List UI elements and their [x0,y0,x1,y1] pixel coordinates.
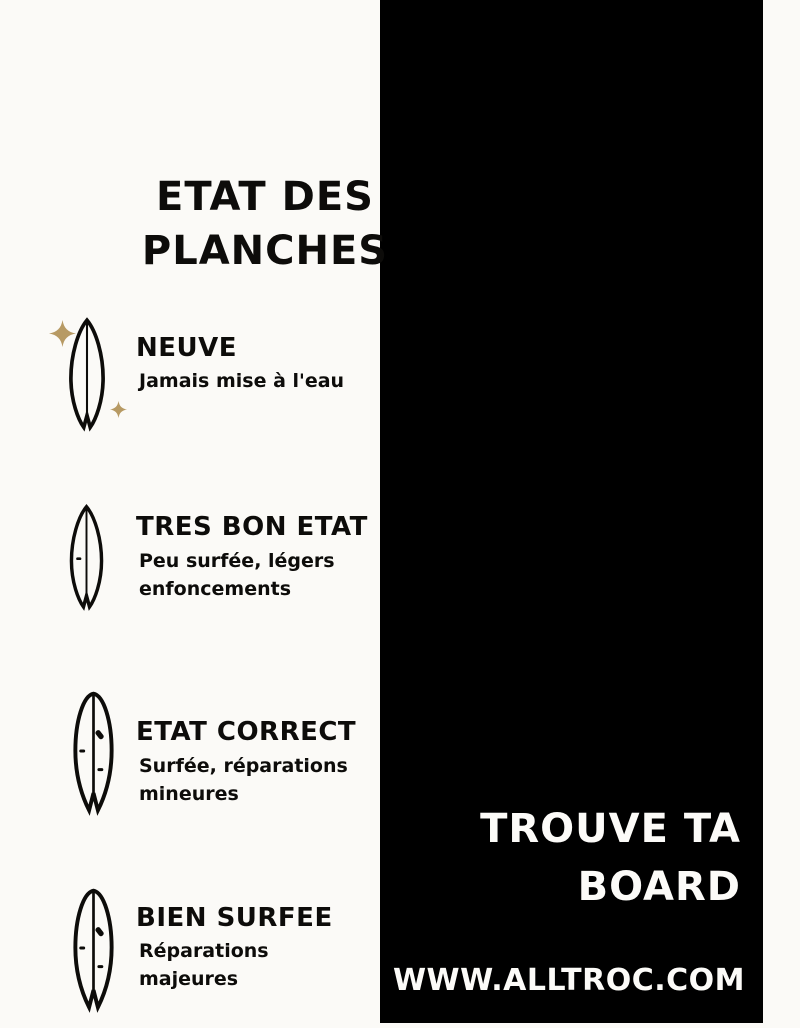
surfboard-small-ding-icon [65,494,108,620]
page-title-line-2: PLANCHES [141,228,389,274]
page-title [115,170,415,278]
condition-description: Réparations majeures [139,940,269,990]
surfboard-minor-repairs-icon [69,687,118,817]
condition-name: ETAT CORRECT [136,717,357,747]
condition-description: Peu surfée, légers enfoncements [139,550,335,600]
website-url: WWW.ALLTROC.COM [392,963,745,998]
tagline-line-1: TROUVE TA [480,806,741,852]
tagline [380,800,763,916]
surfboard-new-icon [64,311,110,437]
condition-description: Surfée, réparations mineures [139,755,348,805]
condition-name: BIEN SURFEE [136,903,333,933]
condition-name: TRES BON ETAT [136,512,368,542]
tagline-line-2: BOARD [577,864,741,910]
surfboard-major-repairs-icon [69,884,118,1014]
sparkle-icon [110,401,127,418]
black-side-panel [380,0,763,1023]
condition-description: Jamais mise à l'eau [139,370,345,392]
page-title-line-1: ETAT DES [156,174,374,220]
condition-name: NEUVE [136,333,238,363]
